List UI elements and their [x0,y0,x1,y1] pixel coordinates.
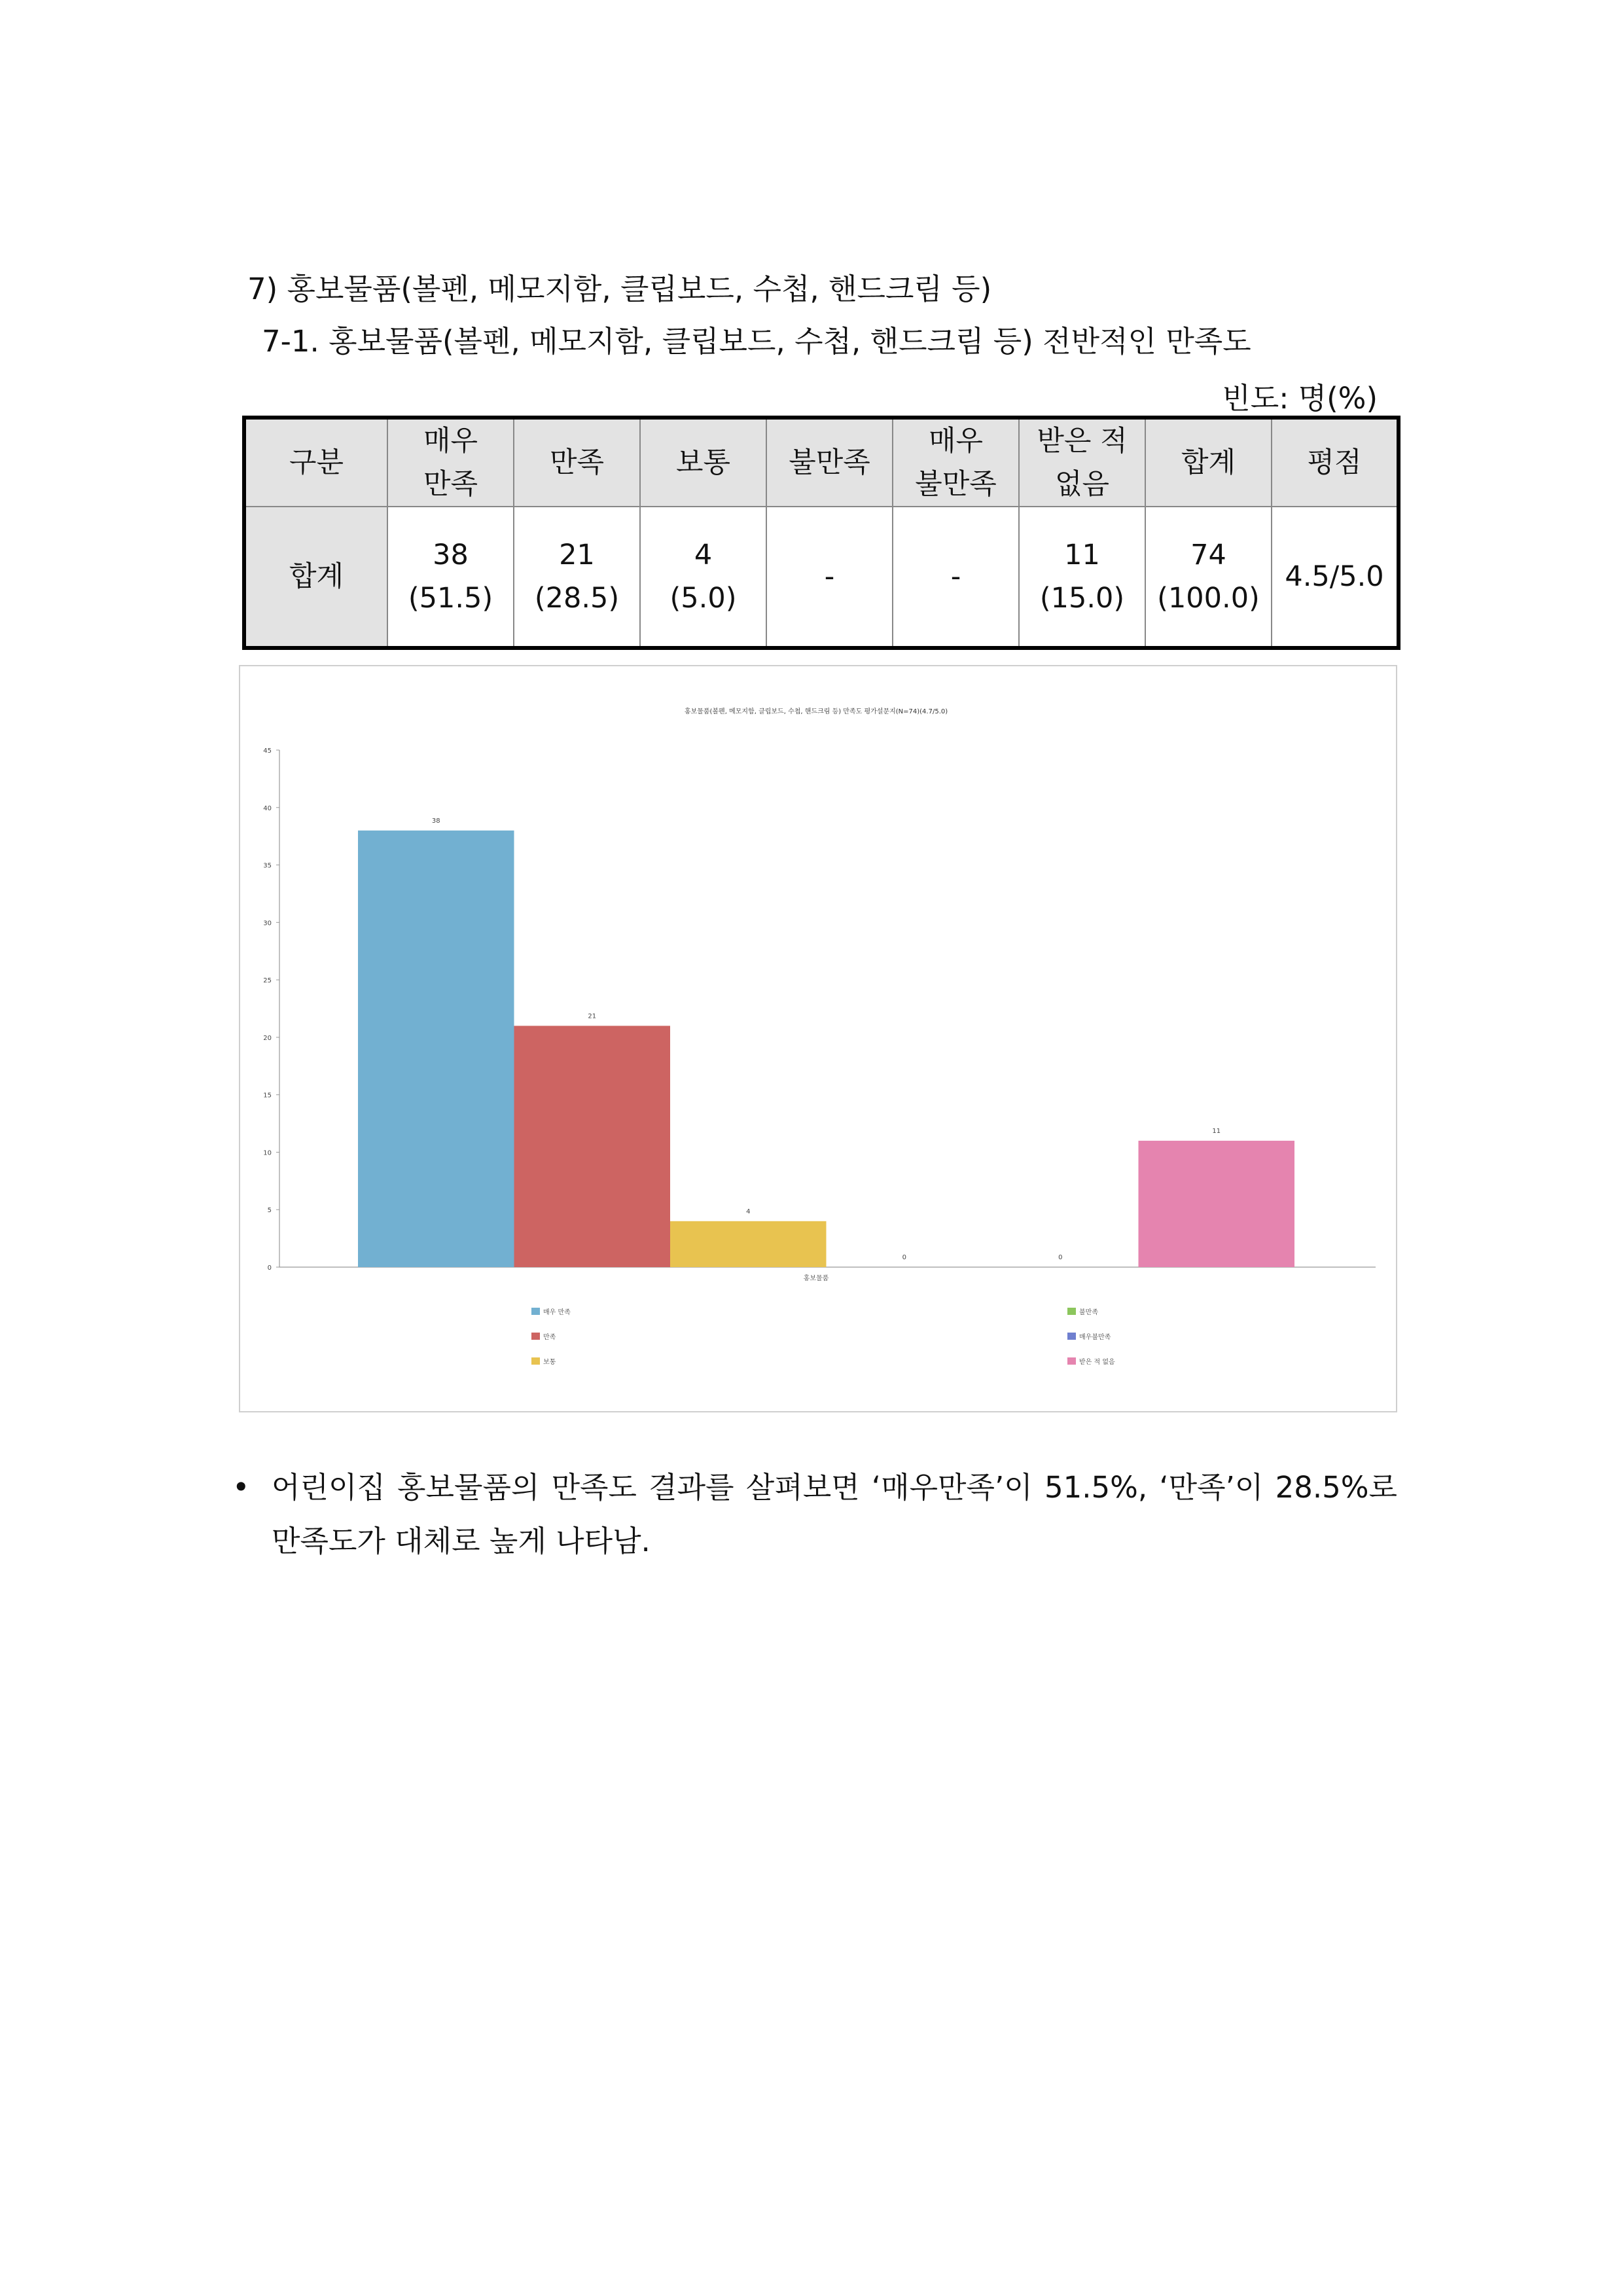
summary-paragraph [232,1461,1397,1568]
header-text: 만족 [549,446,605,479]
table-cell [1145,507,1272,648]
legend-swatch [1067,1357,1076,1365]
y-tick-label: 20 [263,1034,272,1042]
y-tick-label: 45 [263,747,272,755]
y-tick-label: 10 [263,1149,272,1157]
header-text: 구분 [289,446,344,479]
table-cell [893,507,1019,648]
data-label: 0 [902,1254,906,1261]
cell-text: - [824,560,835,593]
bar-2 [514,1026,671,1267]
y-tick-label: 35 [263,862,272,870]
data-label: 4 [746,1208,751,1215]
legend-swatch [531,1308,540,1315]
y-tick-label: 30 [263,920,272,927]
header-text: 불만족 [789,446,870,479]
bullet-icon: • [232,1470,250,1505]
section-title: 7) 홍보물품(볼펜, 메모지함, 클립보드, 수첩, 핸드크림 등) [247,272,992,306]
cell-text: (5.0) [669,582,737,615]
header-text: 평점 [1307,446,1362,479]
header-text: 보통 [675,446,731,479]
table-header-cell [514,418,640,507]
table-cell [1019,507,1145,648]
bar-1 [358,831,514,1267]
table-header-row [244,418,1399,507]
bar-3 [670,1221,827,1267]
legend-label: 매우 만족 [543,1309,571,1316]
bar-chart [239,665,1397,1412]
data-label: 11 [1212,1127,1221,1135]
legend-label: 불만족 [1079,1309,1098,1316]
header-text: 받은 적 [1037,425,1128,457]
table-cell [640,507,766,648]
y-tick-label: 5 [267,1207,272,1215]
header-text: 만족 [423,468,478,501]
header-text: 매우 [423,425,478,457]
table-header-cell [244,418,387,507]
bar-6 [1139,1141,1295,1267]
frequency-table [242,416,1400,650]
bar-chart-svg [240,666,1396,1411]
x-tick-label: 홍보물품 [803,1275,829,1282]
legend-label: 만족 [543,1334,556,1341]
header-text: 매우 [928,425,984,457]
row-label: 합계 [244,507,387,648]
legend-label: 매우불만족 [1079,1334,1111,1341]
y-tick-label: 0 [267,1265,272,1272]
cell-text: - [950,560,961,593]
table-row [244,507,1399,648]
data-label: 38 [431,817,440,825]
unit-label: 빈도: 명(%) [1222,381,1378,416]
table-header-cell [766,418,893,507]
cell-text: 4 [694,539,713,571]
table-header-cell [893,418,1019,507]
legend-swatch [1067,1333,1076,1340]
table-cell [387,507,514,648]
legend-label: 보통 [543,1359,556,1366]
cell-text: 38 [433,539,469,571]
table-header-cell [1272,418,1399,507]
cell-text: (15.0) [1039,582,1125,615]
subsection-title: 7-1. 홍보물품(볼펜, 메모지함, 클립보드, 수첩, 핸드크림 등) 전반적인 만족도 [262,324,1251,359]
table-header-cell [1145,418,1272,507]
data-label: 21 [588,1013,597,1020]
data-label: 0 [1058,1254,1063,1261]
cell-text: (28.5) [534,582,620,615]
legend-swatch [531,1357,540,1365]
chart-title: 홍보물품(볼펜, 메모지함, 클립보드, 수첩, 핸드크림 등) 만족도 평가설문지(N=74)(4.7/5.0) [684,708,948,715]
table-cell [1272,507,1399,648]
legend-label: 받은 적 없음 [1079,1359,1115,1366]
y-tick-label: 40 [263,804,272,812]
header-text: 불만족 [915,468,997,501]
legend-swatch [1067,1308,1076,1315]
summary-text: 어린이집 홍보물품의 만족도 결과를 살펴보면 ‘매우만족’이 51.5%, ‘만족’이 28.5%로 만족도가 대체로 높게 나타남. [272,1470,1397,1558]
cell-text: 4.5/5.0 [1285,560,1384,593]
header-text: 합계 [1181,446,1236,479]
table-cell [766,507,893,648]
table-header-cell [1019,418,1145,507]
cell-text: (51.5) [408,582,493,615]
table-cell [514,507,640,648]
y-tick-label: 25 [263,977,272,985]
cell-text: 11 [1064,539,1100,571]
header-text: 없음 [1054,468,1110,501]
cell-text: (100.0) [1157,582,1260,615]
cell-text: 74 [1190,539,1226,571]
y-tick-label: 15 [263,1092,272,1100]
table-header-cell [640,418,766,507]
cell-text: 21 [559,539,595,571]
legend-swatch [531,1333,540,1340]
table-header-cell [387,418,514,507]
